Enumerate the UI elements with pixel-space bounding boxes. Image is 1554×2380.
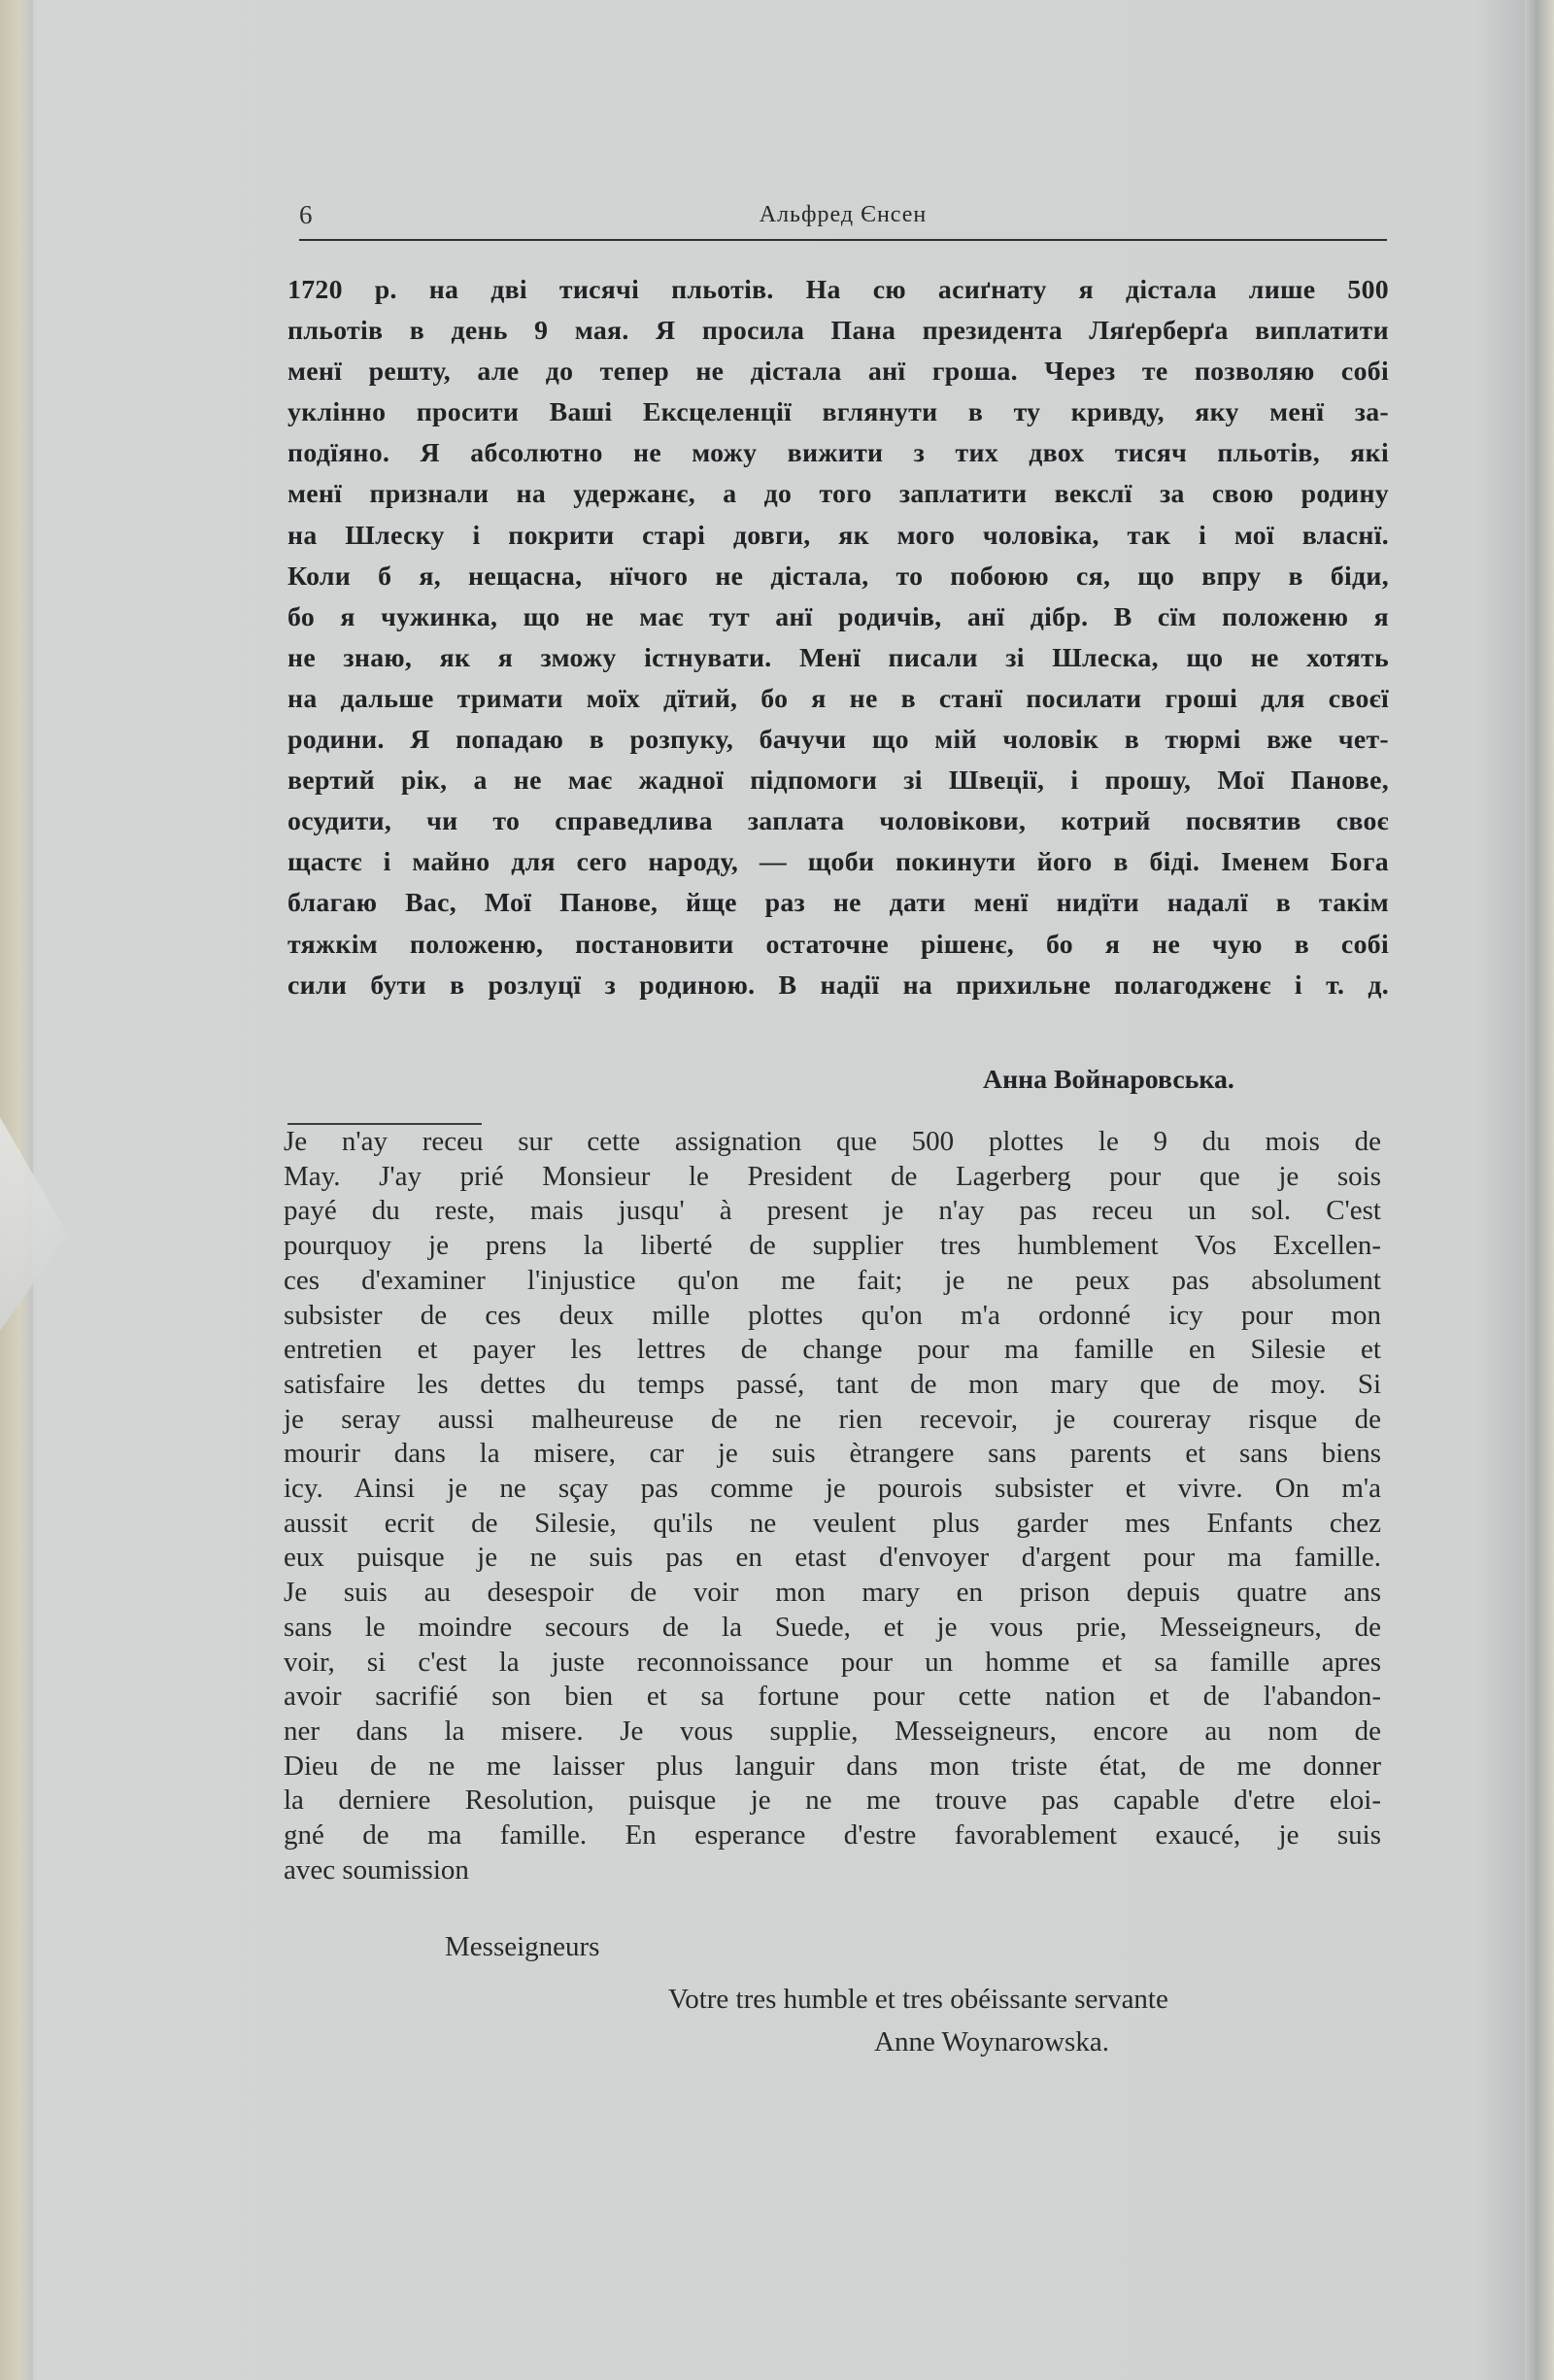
text-line: пльотів в день 9 мая. Я просила Пана президента Ляґерберґа виплатити xyxy=(287,316,1389,347)
text-line: уклінно просити Ваші Ексцеленції вглянути в ту кривду, яку менї за- xyxy=(287,397,1389,428)
text-line: gné de ma famille. En esperance d'estre favorablement exaucé, je suis xyxy=(284,1819,1381,1852)
text-line: родини. Я попадаю в розпуку, бачучи що мій чоловік в тюрмі вже чет- xyxy=(287,725,1389,756)
text-line: ces d'examiner l'injustice qu'on me fait; je ne peux pas absolument xyxy=(284,1264,1381,1296)
text-line: не знаю, як я зможу істнувати. Менї писали зі Шлеска, що не хотять xyxy=(287,642,1389,673)
ukrainian-body-text xyxy=(287,270,1389,1006)
text-line: avoir sacrifié son bien et sa fortune pour cette nation et de l'abandon- xyxy=(284,1681,1381,1713)
text-line: вертий рік, а не має жадної підпомоги зі Швеції, і прошу, Мої Панове, xyxy=(287,765,1389,797)
text-line: icy. Ainsi je ne sçay pas comme je pourois subsister et vivre. On m'a xyxy=(284,1473,1381,1505)
text-line: la derniere Resolution, puisque je ne me trouve pas capable d'etre eloi- xyxy=(284,1785,1381,1817)
text-line: je seray aussi malheureuse de ne rien recevoir, je coureray risque de xyxy=(284,1403,1381,1435)
text-line: entretien et payer les lettres de change pour ma famille en Silesie et xyxy=(284,1334,1381,1366)
text-line: менї решту, але до тепер не дістала анї гроша. Через те позволяю собі xyxy=(287,357,1389,388)
text-line: на Шлеску і покрити старі довги, як мого чоловіка, так і моï власнї. xyxy=(287,520,1389,551)
text-line: Je n'ay receu sur cette assignation que 500 plottes le 9 du mois de xyxy=(284,1126,1381,1157)
page-number: 6 xyxy=(299,200,313,229)
text-line: mourir dans la misere, car je suis ètrangere sans parents et sans biens xyxy=(284,1438,1381,1470)
french-body-text xyxy=(284,1125,1381,1887)
text-line: ner dans la misere. Je vous supplie, Messeigneurs, encore au nom de xyxy=(284,1715,1381,1747)
text-line: подїяно. Я абсолютно не можу вижити з тих двох тисяч пльотів, які xyxy=(287,438,1389,469)
signature-ukrainian: Анна Войнаровська. xyxy=(983,1065,1234,1095)
text-line: May. J'ay prié Monsieur le President de Lagerberg pour que je sois xyxy=(284,1160,1381,1192)
text-line: менї признали на удержанє, а до того заплатити векслї за свою родину xyxy=(287,479,1389,510)
text-line: на дальше тримати моїх дїтий, бо я не в станї посилати гроші для своєї xyxy=(287,683,1389,714)
text-line: payé du reste, mais jusqu' à present je n'ay pas receu un sol. C'est xyxy=(284,1195,1381,1227)
text-line: 1720 р. на дві тисячі пльотів. На сю асиґнату я дістала лише 500 xyxy=(287,275,1389,305)
page-edge-right xyxy=(1525,0,1554,2380)
page-header xyxy=(299,200,1387,241)
running-head: Альфред Єнсен xyxy=(759,202,928,227)
text-line: eux puisque je ne suis pas en etast d'envoyer d'argent pour ma famille. xyxy=(284,1542,1381,1574)
text-line: aussit ecrit de Silesie, qu'ils ne veulent plus garder mes Enfants chez xyxy=(284,1507,1381,1539)
text-line: Je suis au desespoir de voir mon mary en prison depuis quatre ans xyxy=(284,1577,1381,1609)
text-line: благаю Вас, Мої Панове, йще раз не дати менї нидїти надалї в такім xyxy=(287,888,1389,919)
text-line: voir, si c'est la juste reconnoissance pour un homme et sa famille apres xyxy=(284,1646,1381,1678)
text-line: Коли б я, нещасна, нїчого не дістала, то побоюю ся, що впру в біди, xyxy=(287,561,1389,592)
text-line: satisfaire les dettes du temps passé, tant de mon mary que de moy. Si xyxy=(284,1368,1381,1400)
text-line: sans le moindre secours de la Suede, et je vous prie, Messeigneurs, de xyxy=(284,1611,1381,1643)
valediction: Votre tres humble et tres obéissante servante xyxy=(668,1984,1168,2015)
text-line: Dieu de ne me laisser plus languir dans mon triste état, de me donner xyxy=(284,1750,1381,1782)
text-line: тяжкім положеню, постановити остаточне рішенє, бо я не чую в собі xyxy=(287,929,1389,960)
text-line: сили бути в розлуцї з родиною. В надії на прихильне полагодженє і т. д. xyxy=(287,969,1389,1001)
text-line: avec soumission xyxy=(284,1853,469,1886)
text-line: pourquoy je prens la liberté de supplier tres humblement Vos Excellen- xyxy=(284,1230,1381,1262)
text-line: осудити, чи то справедлива заплата чоловікови, котрий посвятив своє xyxy=(287,806,1389,837)
text-line: щастє і майно для сего народу, — щоби покинути його в біді. Іменем Бога xyxy=(287,847,1389,878)
text-line: бо я чужинка, що не має тут анї родичів, анї дібр. В сїм положеню я xyxy=(287,601,1389,632)
salutation: Messeigneurs xyxy=(445,1931,600,1962)
text-line: subsister de ces deux mille plottes qu'on m'a ordonné icy pour mon xyxy=(284,1299,1381,1331)
signature-french: Anne Woynarowska. xyxy=(874,2026,1109,2057)
